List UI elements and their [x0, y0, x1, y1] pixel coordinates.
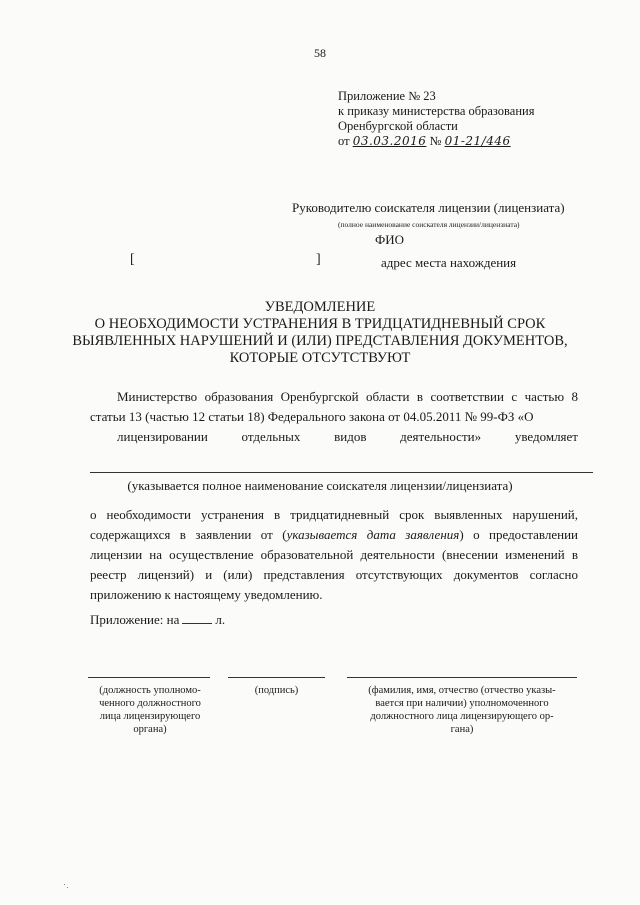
- title-line-1: УВЕДОМЛЕНИЕ: [264, 299, 376, 315]
- position-caption-line: лица лицензирующего: [99, 711, 201, 722]
- number-prefix: №: [429, 134, 442, 148]
- signature-caption: [228, 684, 325, 697]
- paragraph-body-end: ) о предоставлении лицензии на осуществление образовательной деятельности (внесении изменений в реестр лицензий) и (или) представления отсутствующих документов согласно приложению к настоящему уведомлению.: [90, 527, 578, 602]
- enclosure-line: [90, 611, 225, 628]
- appendix-date-line: [338, 134, 534, 149]
- name-caption-line: (фамилия, имя, отчество (отчество указы-: [368, 685, 556, 696]
- paragraph-body-start: о необходимости устранения в тридцатидневный срок выявленных нарушений, содержащихся в заявлении от (: [90, 507, 578, 542]
- paragraph-notice: [90, 387, 578, 447]
- position-caption-line: (должность уполномо-: [99, 685, 201, 696]
- appendix-line-3: Оренбургской области: [338, 119, 458, 133]
- signature-caption-line: (подпись): [254, 685, 299, 696]
- paragraph-body: [90, 505, 578, 605]
- enclosure-pages-blank: [182, 611, 212, 624]
- position-caption: [80, 684, 220, 736]
- applicant-name-line: [90, 472, 593, 473]
- signature-line: [228, 677, 325, 678]
- name-caption-line: должностного лица лицензирующего ор-: [370, 711, 554, 722]
- position-line: [88, 677, 210, 678]
- enclosure-suffix: л.: [215, 612, 226, 627]
- scan-speck: [64, 884, 65, 885]
- date-prefix: от: [338, 134, 350, 148]
- paragraph-body-italic: указывается дата заявления: [286, 527, 460, 542]
- paragraph-notice-main: Министерство образования Оренбургской области в соответствии с частью 8 статьи 13 (частью 12 статьи 18) Федерального закона от 04.05.2011 № 99-ФЗ «О: [90, 389, 578, 424]
- name-caption: [338, 684, 586, 736]
- enclosure-prefix: Приложение: на: [90, 612, 180, 627]
- appendix-block: [338, 89, 534, 149]
- position-caption-line: ченного должностного: [99, 698, 201, 709]
- addressee-fio: ФИО: [375, 232, 405, 247]
- document-title: [0, 299, 640, 367]
- name-caption-line: вается при наличии) уполномоченного: [375, 698, 549, 709]
- applicant-hint: (указывается полное наименование соискателя лицензии/лицензиата): [127, 478, 513, 493]
- title-line-3: ВЫЯВЛЕННЫХ НАРУШЕНИЙ И (ИЛИ) ПРЕДСТАВЛЕНИЯ ДОКУМЕНТОВ,: [72, 333, 568, 349]
- scan-speck: [67, 887, 68, 888]
- handwritten-date: 03.03.2016: [352, 134, 427, 148]
- paragraph-notice-last: лицензировании отдельных видов деятельности» уведомляет: [117, 429, 578, 444]
- position-caption-line: органа): [133, 724, 167, 735]
- title-line-2: О НЕОБХОДИМОСТИ УСТРАНЕНИЯ В ТРИДЦАТИДНЕВНЫЙ СРОК: [94, 316, 546, 332]
- addressee-address: адрес места нахождения: [381, 255, 517, 270]
- bracket-left: [: [130, 252, 135, 267]
- bracket-right: ]: [316, 252, 321, 267]
- page-number: 58: [314, 46, 326, 60]
- title-line-4: КОТОРЫЕ ОТСУТСТВУЮТ: [229, 350, 411, 366]
- handwritten-number: 01-21/446: [444, 134, 511, 148]
- addressee-title: Руководителю соискателя лицензии (лицензиата): [292, 200, 565, 215]
- appendix-line-2: к приказу министерства образования: [338, 104, 535, 118]
- addressee-hint: (полное наименование соискателя лицензии/лицензиата): [338, 220, 520, 229]
- name-line: [347, 677, 577, 678]
- appendix-line-1: Приложение № 23: [338, 89, 436, 103]
- name-caption-line: гана): [450, 724, 474, 735]
